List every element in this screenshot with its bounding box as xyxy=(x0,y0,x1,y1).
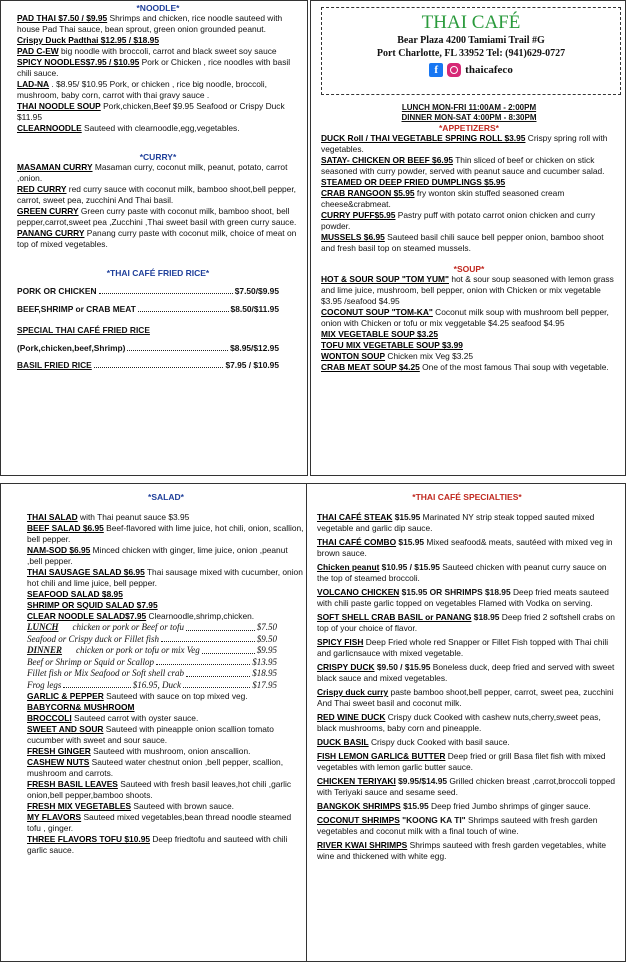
price-row-price: $7.50 xyxy=(256,622,277,632)
menu-item xyxy=(17,228,299,250)
menu-item-name: GREEN CURRY xyxy=(17,206,79,216)
menu-item-name: BEEF SALAD $6.95 xyxy=(27,523,104,533)
menu-item-desc: Sauteed basil chili sauce bell pepper onion, bamboo shoot and fresh basil top on steamed mussels. xyxy=(321,232,604,253)
menu-item-desc: Mixed seafood& meats, sautéed with mixed veg in brown sauce. xyxy=(317,537,613,558)
price-row-price: $13.95 xyxy=(252,656,277,667)
menu-item-desc: Coconut milk soup with mushroom bell pepper, onion with Chicken or tofu or mix veggetable $4.25 seafood $4.95 xyxy=(321,307,609,328)
menu-item xyxy=(27,713,305,724)
menu-item xyxy=(321,210,617,232)
menu-item xyxy=(27,757,305,779)
menu-item-name: NAM-SOD $6.95 xyxy=(27,545,91,555)
menu-item-desc: fry wonton skin stuffed seasoned cream cheese&crabmeat. xyxy=(321,188,565,209)
menu-item-desc: Clearnoodle,shrimp,chicken. xyxy=(146,611,255,621)
menu-item-name: SPICY NOODLES$7.95 / $10.95 xyxy=(17,57,140,67)
dot-leader xyxy=(94,360,224,368)
menu-item-name: FRESH GINGER xyxy=(27,746,91,756)
meal-label: DINNER xyxy=(27,645,63,655)
menu-item-desc: Sauteed with sauce on top mixed veg. xyxy=(103,691,248,701)
menu-item xyxy=(321,155,617,177)
menu-item-desc: Pork or Chicken , rice noodles with basil chili sauce. xyxy=(17,57,291,78)
address-line-2: Port Charlotte, FL 33952 Tel: (941)629-0727 xyxy=(376,48,566,59)
menu-item xyxy=(27,779,305,801)
soup-list xyxy=(321,274,617,373)
menu-item-name: MASAMAN CURRY xyxy=(17,162,93,172)
menu-item xyxy=(17,35,299,46)
menu-item-desc: Deep fried 2 softshell crabs on top of your choice of flavor. xyxy=(317,612,615,633)
menu-item-desc: Masaman curry, coconut milk, peanut, potato, carrot ,onion. xyxy=(17,162,288,183)
menu-item-name: DUCK BASIL xyxy=(317,737,369,747)
menu-item xyxy=(321,362,617,373)
menu-item-desc: red curry sauce with coconut milk, bamboo shoot,bell pepper, carrot, sweet pea, zucchini And Thai basil. xyxy=(17,184,296,205)
menu-item-name: CHICKEN TERIYAKI xyxy=(317,776,396,786)
dot-leader xyxy=(99,286,233,294)
menu-item xyxy=(27,545,305,567)
menu-item-desc: big noodle with broccoli, carrot and black sweet soy sauce xyxy=(58,46,277,56)
menu-item-desc: Sauteed with fresh basil leaves,hot chili ,garlic onion,bell pepper,bamboo shoots. xyxy=(27,779,292,800)
fried-rice-row xyxy=(17,286,279,297)
fried-rice-row xyxy=(17,360,279,371)
menu-item-price: $9.50 / $15.95 xyxy=(374,662,431,672)
price-row xyxy=(27,645,277,657)
stir-fry-list xyxy=(27,691,305,856)
menu-item-name: SHRIMP OR SQUID SALAD $7.95 xyxy=(27,600,158,610)
menu-item-name: HOT & SOUR SOUP "TOM YUM" xyxy=(321,274,449,284)
menu-item xyxy=(321,340,617,351)
menu-item-desc: with Thai peanut sauce $3.95 xyxy=(77,512,190,522)
menu-item-price: $18.95 xyxy=(471,612,500,622)
address-line-1: Bear Plaza 4200 Tamiami Trail #G xyxy=(397,35,545,46)
menu-item xyxy=(317,562,617,584)
header-appetizer-panel xyxy=(310,0,626,476)
menu-item xyxy=(27,589,305,600)
menu-item xyxy=(317,776,617,798)
menu-item-desc: Pork,chicken,Beef $9.95 Seafood or Crispy Duck $11.95 xyxy=(17,101,285,122)
menu-item-name: RED CURRY xyxy=(17,184,67,194)
price-row-name: chicken or pork or tofu or mix Veg xyxy=(76,645,200,655)
menu-item-name: TOFU MIX VEGETABLE SOUP $3.99 xyxy=(321,340,463,350)
menu-item-name: FISH LEMON GARLIC& BUTTER xyxy=(317,751,446,761)
menu-item xyxy=(317,587,617,609)
menu-item xyxy=(317,637,617,659)
menu-item-desc: Sauteed chicken with peanut curry sauce on the top of steamed broccoli. xyxy=(317,562,607,583)
menu-item xyxy=(321,329,617,340)
menu-item xyxy=(317,737,617,748)
menu-item xyxy=(27,801,305,812)
menu-item-name: RIVER KWAI SHRIMPS xyxy=(317,840,408,850)
price-row-price: $9.95 xyxy=(256,645,277,655)
menu-item-name: SATAY- CHICKEN OR BEEF $6.95 xyxy=(321,155,454,165)
menu-item xyxy=(321,133,617,155)
menu-item xyxy=(321,351,617,362)
menu-item-desc: Shrimps and chicken, rice noodle sauteed with house Pad Thai sauce, bean sprout, green onion grounded peanut. xyxy=(17,13,283,34)
fried-rice-name: BASIL FRIED RICE xyxy=(17,360,92,370)
menu-item xyxy=(317,751,617,773)
dot-leader xyxy=(156,657,250,666)
menu-item-name: THAI NOODLE SOUP xyxy=(17,101,101,111)
menu-item-name: CLEAR NOODLE SALAD$7.95 xyxy=(27,611,147,621)
social-row xyxy=(322,63,620,77)
menu-item-name: FRESH MIX VEGETABLES xyxy=(27,801,132,811)
menu-item xyxy=(17,162,299,184)
dot-leader xyxy=(63,680,130,689)
menu-item-name: RED WINE DUCK xyxy=(317,712,386,722)
menu-item-desc: Minced chicken with ginger, lime juice, onion ,peanut ,bell pepper. xyxy=(27,545,288,566)
menu-item xyxy=(27,512,305,523)
menu-item-name: Chicken peanut xyxy=(317,562,380,572)
menu-item xyxy=(27,611,305,622)
menu-item-desc: Shrimps sauteed with fresh garden vegetables, white wine and thickened with white egg. xyxy=(317,840,607,861)
instagram-icon[interactable] xyxy=(447,63,461,77)
curry-title: *CURRY* xyxy=(139,152,177,162)
fried-rice-price: $7.95 / $10.95 xyxy=(225,360,279,370)
menu-item-desc: Deep fried Jumbo shrimps of ginger sauce. xyxy=(428,801,591,811)
menu-item-desc: Thai sausage mixed with cucumber, onion hot chili and lime juice, bell pepper. xyxy=(27,567,303,588)
menu-item-name: MY FLAVORS xyxy=(27,812,82,822)
menu-item-desc: Sauteed mixed vegetables,bean thread noodle steamed tofu , ginger. xyxy=(27,812,292,833)
price-row-name: chicken or pork or Beef or tofu xyxy=(72,622,184,632)
menu-item xyxy=(17,57,299,79)
menu-item-name: PAD C-EW xyxy=(17,46,59,56)
menu-item xyxy=(17,206,299,228)
menu-item-desc: Deep fried meats sauteed with chili paste garlic topped on vegetables Flamed with Vodka on serving. xyxy=(317,587,609,608)
menu-item-desc: Deep friedtofu and sauteed with chili garlic sauce. xyxy=(27,834,288,855)
salad-panel xyxy=(0,483,314,962)
noodle-curry-panel xyxy=(0,0,308,476)
menu-item-price: $15.95 xyxy=(400,801,429,811)
menu-item-name: MIX VEGETABLE SOUP $3.25 xyxy=(321,329,438,339)
menu-item-price: $9.95/$14.95 xyxy=(395,776,448,786)
menu-item-desc: Sauteed with mushroom, onion anscallion. xyxy=(90,746,251,756)
menu-item-name: LAD-NA xyxy=(17,79,50,89)
menu-item xyxy=(27,600,305,611)
menu-item-desc: Green curry paste with coconut milk, bamboo shoot, bell pepper,carrot,sweet pea ,Zucchini ,Thai sweet basil with green curry sauce. xyxy=(17,206,297,227)
menu-item-desc: Sauteed with clearnoodle,egg,vegetables. xyxy=(81,123,240,133)
menu-item-name: WONTON SOUP xyxy=(321,351,386,361)
price-row-name: Fillet fish or Mix Seafood or Soft shell crab xyxy=(27,668,184,678)
dot-leader xyxy=(186,622,255,631)
curry-list xyxy=(17,162,299,250)
menu-item-name: CURRY PUFF$5.95 xyxy=(321,210,396,220)
menu-item-name: MUSSELS $6.95 xyxy=(321,232,385,242)
price-row-price: $9.50 xyxy=(256,633,277,644)
menu-item-desc: Beef-flavored with lime juice, hot chili, onion, scallion, bell pepper. xyxy=(27,523,304,544)
price-row-price-2: $17.95 xyxy=(252,679,278,690)
menu-item-desc: Chicken mix Veg $3.25 xyxy=(385,351,474,361)
menu-item-desc: One of the most famous Thai soup with vegetable. xyxy=(419,362,609,372)
menu-item xyxy=(317,662,617,684)
menu-item-desc: Panang curry paste with coconut milk, choice of meat on top of mixed vegetables. xyxy=(17,228,297,249)
price-row xyxy=(27,657,277,669)
price-row-name: Beef or Shrimp or Squid or Scallop xyxy=(27,656,154,667)
menu-item xyxy=(321,188,617,210)
menu-item-desc: . $8.95/ $10.95 Pork, or chicken , rice big noodle, broccoli, mushroom, baby corn, carrot with thai gravy sauce . xyxy=(17,79,267,100)
menu-item-name: GARLIC & PEPPER xyxy=(27,691,104,701)
fried-rice-price: $8.50/$11.95 xyxy=(230,304,279,314)
menu-item-desc: Crispy duck Cooked with basil sauce. xyxy=(368,737,510,747)
menu-item xyxy=(317,840,617,862)
dot-leader xyxy=(183,680,250,689)
menu-item-price: $15.95 xyxy=(396,537,425,547)
menu-item-desc: Grilled chicken breast ,carrot,broccoli topped with Teriyaki sauce and sesame seed. xyxy=(317,776,616,797)
price-row xyxy=(27,634,277,646)
menu-item-desc: Crispy duck Cooked with cashew nuts,cherry,sweet peas, black mushrooms, baby corn and pineapple. xyxy=(317,712,601,733)
specialties-list xyxy=(317,512,617,862)
menu-item-name: THAI SAUSAGE SALAD $6.95 xyxy=(27,567,145,577)
menu-item-desc: Sauteed carrot with oyster sauce. xyxy=(71,713,199,723)
noodle-list xyxy=(17,13,299,134)
menu-item xyxy=(321,307,617,329)
menu-item-price: "KOONG KA TI" xyxy=(399,815,466,825)
menu-item-name: THREE FLAVORS TOFU $10.95 xyxy=(27,834,151,844)
menu-item xyxy=(17,123,299,134)
menu-item-name: VOLCANO CHICKEN xyxy=(317,587,400,597)
menu-item xyxy=(17,13,299,35)
fried-rice-row xyxy=(17,325,279,336)
menu-item-name: BABYCORN& MUSHROOM xyxy=(27,702,135,712)
menu-item xyxy=(27,834,305,856)
price-row xyxy=(27,668,277,680)
menu-item xyxy=(27,724,305,746)
menu-item-name: SOFT SHELL CRAB BASIL or PANANG xyxy=(317,612,472,622)
menu-item xyxy=(17,101,299,123)
menu-item-name: PANANG CURRY xyxy=(17,228,85,238)
menu-item xyxy=(321,232,617,254)
meal-label: LUNCH xyxy=(27,622,59,632)
menu-item-name: Crispy Duck Padthai $12.95 / $18.95 xyxy=(17,35,159,45)
menu-item-desc: paste bamboo shoot,bell pepper, carrot, sweet pea, zucchini And Thai sweet basil and coconut milk. xyxy=(317,687,614,708)
salad-list xyxy=(27,512,305,622)
menu-item-desc: Shrimps sauteed with fresh garden vegetables and coconut milk with a final touch of wine. xyxy=(317,815,598,836)
menu-item-name: SEAFOOD SALAD $8.95 xyxy=(27,589,123,599)
dot-leader xyxy=(202,645,255,654)
brand-name: THAI CAFÉ xyxy=(421,12,521,33)
fried-rice-price: $8.95/$12.95 xyxy=(230,343,279,353)
appetizers-title: *APPETIZERS* xyxy=(439,123,499,133)
dot-leader xyxy=(138,304,229,312)
dot-leader xyxy=(186,668,250,677)
fried-rice-list xyxy=(17,286,279,371)
social-handle: thaicafeco xyxy=(465,64,513,76)
menu-item xyxy=(27,746,305,757)
menu-item xyxy=(27,523,305,545)
menu-item xyxy=(27,567,305,589)
menu-item xyxy=(17,46,299,57)
menu-item-desc: Deep fried or grill Basa filet fish with mixed vegetables with lemon garlic butter sauce. xyxy=(317,751,606,772)
menu-item-name: SWEET AND SOUR xyxy=(27,724,104,734)
menu-item xyxy=(17,184,299,206)
menu-item xyxy=(27,691,305,702)
menu-item-price: $15.95 xyxy=(392,512,421,522)
price-row-price: $16.95, Duck xyxy=(132,679,181,690)
menu-item xyxy=(317,815,617,837)
price-row-name: Frog legs xyxy=(27,679,62,690)
specialties-title: *THAI CAFÉ SPECIALTIES* xyxy=(412,492,522,502)
dot-leader xyxy=(127,343,228,351)
menu-item-desc: Marinated NY strip steak topped sauted mixed vegetable and garlic dip sauce. xyxy=(317,512,595,533)
noodle-title: *NOODLE* xyxy=(136,3,180,13)
restaurant-header xyxy=(321,7,621,95)
menu-item-name: THAI SALAD xyxy=(27,512,78,522)
menu-item xyxy=(317,537,617,559)
menu-item-name: CRISPY DUCK xyxy=(317,662,375,672)
fried-rice-row xyxy=(17,343,279,354)
menu-item-name: DUCK Roll / THAI VEGETABLE SPRING ROLL $3.95 xyxy=(321,133,526,143)
menu-item-desc: Pastry puff with potato carrot onion chicken and curry powder. xyxy=(321,210,596,231)
soup-title: *SOUP* xyxy=(453,264,485,274)
menu-item xyxy=(17,79,299,101)
menu-item-name: Crispy duck curry xyxy=(317,687,389,697)
lunch-hours: LUNCH MON-FRI 11:00AM - 2:00PM xyxy=(401,103,537,112)
price-row-name: Seafood or Crispy duck or Fillet fish xyxy=(27,633,159,644)
menu-item-desc: Deep Fried whole red Snapper or Fillet Fish topped with Thai chili and garlicnsauce with mixed vegetable. xyxy=(317,637,609,658)
fried-rice-name: (Pork,chicken,beef,Shrimp) xyxy=(17,343,126,353)
menu-item-price: $10.95 / $15.95 xyxy=(379,562,440,572)
dot-leader xyxy=(161,634,255,643)
salad-title: *SALAD* xyxy=(148,492,184,502)
menu-item-name: CRAB RANGOON $5.95 xyxy=(321,188,415,198)
menu-item-name: STEAMED OR DEEP FRIED DUMPLINGS $5.95 xyxy=(321,177,506,187)
price-row xyxy=(27,622,277,634)
appetizers-list xyxy=(321,133,617,254)
menu-item-name: THAI CAFÉ STEAK xyxy=(317,512,393,522)
menu-item-desc: Sauteed with brown sauce. xyxy=(131,801,234,811)
menu-item-desc: Boneless duck, deep fried and served with sweet black sauce and mixed vegetables. xyxy=(317,662,615,683)
menu-item-name: BANGKOK SHRIMPS xyxy=(317,801,401,811)
menu-item xyxy=(27,702,305,713)
price-row xyxy=(27,680,277,692)
menu-item-name: PAD THAI $7.50 / $9.95 xyxy=(17,13,108,23)
menu-item-desc: hot & sour soup seasoned with lemon grass and lime juice, mushroom, bell pepper, onion with Chicken or mix vegetable $3.95 /seafood $4.95 xyxy=(321,274,614,306)
menu-item-name: CLEARNOODLE xyxy=(17,123,82,133)
menu-item-name: BROCCOLI xyxy=(27,713,72,723)
fried-rice-name: SPECIAL THAI CAFÉ FRIED RICE xyxy=(17,325,150,335)
menu-item xyxy=(317,687,617,709)
menu-item-desc: Sauteed with pineapple onion scallion tomato cucumber with sweet and sour sauce. xyxy=(27,724,274,745)
menu-item-desc: Thin sliced of beef or chicken on stick seasoned with curry powder, served with peanut sauce and cucumber salad. xyxy=(321,155,605,176)
menu-item xyxy=(317,512,617,534)
menu-item-name: THAI CAFÉ COMBO xyxy=(317,537,397,547)
dinner-hours: DINNER MON-SAT 4:00PM - 8:30PM xyxy=(401,113,537,122)
menu-item xyxy=(321,274,617,307)
menu-item-desc: Sauteed water chestnut onion ,bell pepper, scallion, mushroom and carrots. xyxy=(27,757,284,778)
lunch-dinner-prices xyxy=(27,622,277,691)
menu-item-desc: Crispy spring roll with vegetables. xyxy=(321,133,608,154)
specialties-panel xyxy=(306,483,626,962)
menu-item-name: CRAB MEAT SOUP $4.25 xyxy=(321,362,420,372)
fried-rice-row xyxy=(17,304,279,315)
menu-item-name: FRESH BASIL LEAVES xyxy=(27,779,118,789)
fried-rice-title: *THAI CAFÉ FRIED RICE* xyxy=(106,268,210,278)
menu-item xyxy=(321,177,617,188)
price-row-price: $18.95 xyxy=(252,668,277,678)
menu-item xyxy=(317,801,617,812)
menu-item xyxy=(317,612,617,634)
menu-item-name: COCONUT SHRIMPS xyxy=(317,815,400,825)
menu-item xyxy=(317,712,617,734)
fried-rice-name: PORK OR CHICKEN xyxy=(17,286,97,296)
menu-item-price: $15.95 OR SHRIMPS $18.95 xyxy=(399,587,511,597)
menu-item-name: COCONUT SOUP "TOM-KA" xyxy=(321,307,433,317)
fried-rice-price: $7.50/$9.95 xyxy=(234,286,279,296)
fried-rice-name: BEEF,SHRIMP or CRAB MEAT xyxy=(17,304,136,314)
menu-item xyxy=(27,812,305,834)
facebook-icon[interactable]: f xyxy=(429,63,443,77)
menu-item-name: SPICY FISH xyxy=(317,637,364,647)
menu-item-name: CASHEW NUTS xyxy=(27,757,90,767)
